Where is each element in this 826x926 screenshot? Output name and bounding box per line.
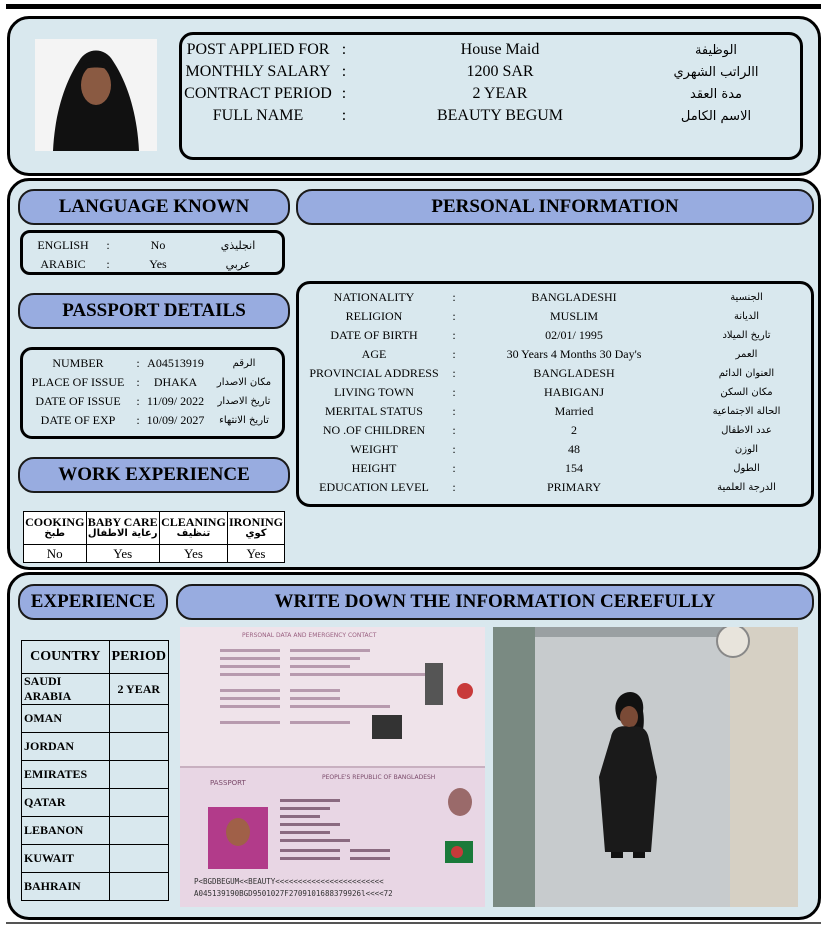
language-box	[20, 230, 285, 275]
personal-row	[299, 459, 811, 478]
experience-period	[109, 873, 168, 901]
passport-row-value: DHAKA	[153, 375, 198, 389]
experience-country: KUWAIT	[22, 845, 110, 873]
header-row-arabic: مدة العقد	[690, 86, 742, 102]
work-column-arabic: تنظيف	[176, 528, 211, 540]
language-heading: LANGUAGE KNOWN	[18, 189, 290, 225]
header-section	[7, 16, 821, 176]
header-row	[182, 61, 800, 83]
personal-row-label: EDUCATION LEVEL	[319, 480, 429, 494]
personal-row-arabic: الدرجة العلمية	[717, 482, 776, 493]
header-row	[182, 83, 800, 105]
personal-row-arabic: تاريخ الميلاد	[722, 330, 771, 341]
header-info-box	[179, 32, 803, 160]
experience-country: JORDAN	[22, 733, 110, 761]
work-experience-heading: WORK EXPERIENCE	[18, 457, 290, 493]
work-column-arabic: كوي	[245, 528, 267, 540]
experience-heading: EXPERIENCE	[18, 584, 168, 620]
colon-separator: :	[452, 461, 456, 475]
personal-info-heading: PERSONAL INFORMATION	[296, 189, 814, 225]
scan-mrz-line-2: A045139190BGD9501027F2709101688379926l<<<<72	[194, 889, 393, 898]
passport-row-label: NUMBER	[52, 356, 104, 370]
colon-separator: :	[452, 366, 456, 380]
personal-row-value: BANGLADESH	[533, 366, 615, 380]
header-row-label: FULL NAME	[212, 107, 304, 124]
notice-heading: WRITE DOWN THE INFORMATION CEREFULLY	[176, 584, 814, 620]
experience-row	[22, 845, 169, 873]
language-row-arabic: انجليذي	[220, 239, 256, 252]
experience-row	[22, 817, 169, 845]
personal-row	[299, 307, 811, 326]
passport-row-label: PLACE OF ISSUE	[31, 375, 125, 389]
language-row	[23, 236, 282, 255]
header-row-arabic: االراتب الشهري	[673, 64, 759, 80]
personal-row-value: MUSLIM	[549, 309, 598, 323]
personal-row-value: BANGLADESHI	[531, 290, 617, 304]
colon-separator: :	[452, 480, 456, 494]
header-row	[182, 39, 800, 61]
personal-row-arabic: الحالة الاجتماعية	[712, 406, 781, 417]
passport-row	[23, 411, 282, 430]
passport-row	[23, 354, 282, 373]
personal-row-label: NATIONALITY	[333, 290, 415, 304]
period-column-header: PERIOD	[109, 641, 168, 674]
personal-row-value: 48	[568, 442, 580, 456]
work-column-arabic: طبخ	[44, 528, 66, 540]
scan-passport-label: PASSPORT	[210, 779, 246, 787]
experience-row	[22, 733, 169, 761]
bottom-rule	[6, 922, 821, 924]
experience-period	[109, 789, 168, 817]
passport-box	[20, 347, 285, 439]
personal-row-arabic: الطول	[733, 463, 760, 474]
passport-row-value: 10/09/ 2027	[146, 413, 205, 427]
colon-separator: :	[452, 309, 456, 323]
colon-separator: :	[106, 257, 110, 271]
personal-row-label: MERITAL STATUS	[325, 404, 423, 418]
personal-row-label: HEIGHT	[351, 461, 397, 475]
passport-row	[23, 392, 282, 411]
work-column-header	[227, 512, 284, 545]
colon-separator: :	[106, 238, 110, 252]
profile-photo	[35, 39, 157, 151]
personal-row-arabic: العمر	[735, 349, 758, 360]
work-column-header	[86, 512, 159, 545]
work-column-label: BABY CARE	[87, 515, 158, 530]
passport-row-arabic: مكان الاصدار	[216, 377, 272, 388]
colon-separator: :	[341, 107, 347, 124]
personal-row-value: 154	[565, 461, 583, 475]
header-row-label: MONTHLY SALARY	[185, 63, 331, 80]
experience-row	[22, 674, 169, 705]
experience-period	[109, 761, 168, 789]
personal-row	[299, 421, 811, 440]
colon-separator: :	[136, 413, 140, 427]
header-row-value: BEAUTY BEGUM	[436, 107, 564, 124]
work-column-value: Yes	[159, 545, 227, 563]
personal-row-value: HABIGANJ	[544, 385, 604, 399]
experience-country: SAUDI ARABIA	[22, 674, 110, 705]
work-column-value: Yes	[227, 545, 284, 563]
personal-row-label: AGE	[361, 347, 387, 361]
passport-row-value: A04513919	[147, 356, 204, 370]
personal-row-arabic: الجنسية	[730, 292, 763, 303]
language-row-value: No	[150, 238, 166, 252]
passport-row-arabic: تاريخ الانتهاء	[219, 415, 269, 426]
experience-country: OMAN	[22, 705, 110, 733]
experience-country: QATAR	[22, 789, 110, 817]
experience-country: BAHRAIN	[22, 873, 110, 901]
work-column-value: Yes	[86, 545, 159, 563]
colon-separator: :	[452, 290, 456, 304]
country-column-header: COUNTRY	[22, 641, 110, 674]
header-row-value: 1200 SAR	[466, 63, 534, 80]
personal-row-label: PROVINCIAL ADDRESS	[309, 366, 439, 380]
personal-row	[299, 364, 811, 383]
work-column-header	[24, 512, 87, 545]
personal-row-value: 2	[571, 423, 577, 437]
personal-row	[299, 345, 811, 364]
work-column-arabic: رعاية الاطفال	[87, 528, 158, 540]
scan-country-title: PEOPLE'S REPUBLIC OF BANGLADESH	[322, 774, 436, 781]
colon-separator: :	[452, 404, 456, 418]
experience-period	[109, 817, 168, 845]
personal-row	[299, 288, 811, 307]
colon-separator: :	[136, 375, 140, 389]
full-body-photo	[493, 627, 798, 907]
work-column-label: CLEANING	[161, 515, 226, 530]
header-row-value: House Maid	[460, 41, 540, 58]
passport-row	[23, 373, 282, 392]
header-row-label: CONTRACT PERIOD	[184, 85, 332, 102]
experience-section	[7, 572, 821, 920]
work-column-header	[159, 512, 227, 545]
header-row-arabic: الاسم الكامل	[680, 108, 752, 124]
language-row-value: Yes	[149, 257, 167, 271]
experience-period	[109, 845, 168, 873]
language-row-arabic: عربي	[225, 258, 251, 271]
header-row-arabic: الوظيفة	[694, 42, 738, 58]
personal-row-arabic: الوزن	[734, 444, 759, 455]
experience-table	[21, 640, 169, 901]
personal-row-arabic: مكان السكن	[720, 387, 773, 398]
experience-country: EMIRATES	[22, 761, 110, 789]
personal-info-box	[296, 281, 814, 507]
personal-row-arabic: عدد الاطفال	[721, 425, 772, 436]
colon-separator: :	[452, 385, 456, 399]
personal-row-label: LIVING TOWN	[334, 385, 414, 399]
colon-separator: :	[136, 356, 140, 370]
language-row-label: ENGLISH	[37, 238, 89, 252]
personal-row	[299, 383, 811, 402]
colon-separator: :	[452, 328, 456, 342]
header-row-value: 2 YEAR	[472, 85, 528, 102]
details-section	[7, 178, 821, 570]
passport-heading: PASSPORT DETAILS	[18, 293, 290, 329]
personal-row	[299, 440, 811, 459]
personal-row-label: DATE OF BIRTH	[330, 328, 418, 342]
experience-country: LEBANON	[22, 817, 110, 845]
top-rule	[6, 4, 821, 9]
personal-row-value: PRIMARY	[546, 480, 602, 494]
personal-row-label: RELIGION	[345, 309, 403, 323]
passport-row-arabic: تاريخ الاصدار	[217, 396, 271, 407]
personal-row-label: WEIGHT	[350, 442, 398, 456]
work-column-value: No	[24, 545, 87, 563]
experience-row	[22, 705, 169, 733]
work-column-label: COOKING	[25, 515, 85, 530]
language-row-label: ARABIC	[40, 257, 86, 271]
passport-row-label: DATE OF EXP	[40, 413, 116, 427]
colon-separator: :	[452, 423, 456, 437]
experience-row	[22, 873, 169, 901]
experience-row	[22, 761, 169, 789]
header-row-label: POST APPLIED FOR	[186, 41, 330, 58]
colon-separator: :	[341, 41, 347, 58]
personal-row-arabic: الديانة	[733, 311, 760, 322]
scan-mrz-line-1: P<BGDBEGUM<<BEAUTY<<<<<<<<<<<<<<<<<<<<<<<<	[194, 877, 384, 886]
work-column-label: IRONING	[228, 515, 283, 530]
passport-row-arabic: الرقم	[232, 358, 256, 369]
personal-row-value: 02/01/ 1995	[545, 328, 603, 342]
experience-period: 2 YEAR	[109, 674, 168, 705]
personal-row-value: Married	[554, 404, 594, 418]
colon-separator: :	[341, 63, 347, 80]
colon-separator: :	[136, 394, 140, 408]
colon-separator: :	[452, 442, 456, 456]
experience-period	[109, 705, 168, 733]
scan-heading: PERSONAL DATA AND EMERGENCY CONTACT	[242, 632, 377, 639]
passport-scan-image	[180, 627, 485, 907]
personal-row-value: 30 Years 4 Months 30 Day's	[506, 347, 642, 361]
passport-row-label: DATE OF ISSUE	[35, 394, 121, 408]
personal-row-arabic: العنوان الدائم	[718, 368, 775, 379]
personal-row-label: NO .OF CHILDREN	[322, 423, 426, 437]
experience-row	[22, 789, 169, 817]
experience-period	[109, 733, 168, 761]
header-row	[182, 105, 800, 127]
language-row	[23, 255, 282, 274]
colon-separator: :	[452, 347, 456, 361]
personal-row	[299, 402, 811, 421]
passport-row-value: 11/09/ 2022	[146, 394, 205, 408]
work-experience-table	[23, 511, 285, 563]
personal-row	[299, 478, 811, 497]
personal-row	[299, 326, 811, 345]
colon-separator: :	[341, 85, 347, 102]
